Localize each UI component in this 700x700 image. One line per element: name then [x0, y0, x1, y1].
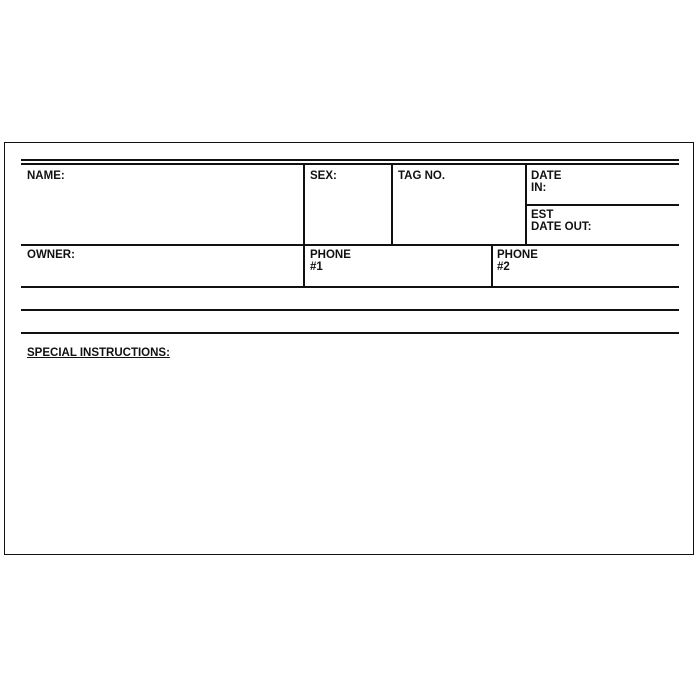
divider-owner-phone1 [303, 245, 305, 287]
top-rule-2 [21, 163, 679, 165]
owner-label: OWNER: [27, 249, 75, 261]
top-rule-1 [21, 159, 679, 161]
phone-2-label: PHONE #2 [497, 249, 538, 273]
name-label: NAME: [27, 170, 65, 182]
row-rule-3 [21, 309, 679, 311]
phone-1-label: PHONE #1 [310, 249, 351, 273]
sex-label: SEX: [310, 170, 337, 182]
divider-sex-tag [391, 164, 393, 245]
row-rule-4 [21, 332, 679, 334]
est-date-out-label: EST DATE OUT: [531, 209, 592, 233]
special-instructions-label: SPECIAL INSTRUCTIONS: [27, 347, 170, 359]
divider-name-sex [303, 164, 305, 245]
divider-tag-date [525, 164, 527, 245]
row-rule-1 [21, 244, 679, 246]
kennel-card [4, 142, 694, 555]
row-rule-2 [21, 286, 679, 288]
date-in-label: DATE IN: [531, 170, 562, 194]
date-split-rule [527, 204, 679, 206]
divider-phone1-phone2 [491, 245, 493, 287]
tag-number-label: TAG NO. [398, 170, 446, 182]
